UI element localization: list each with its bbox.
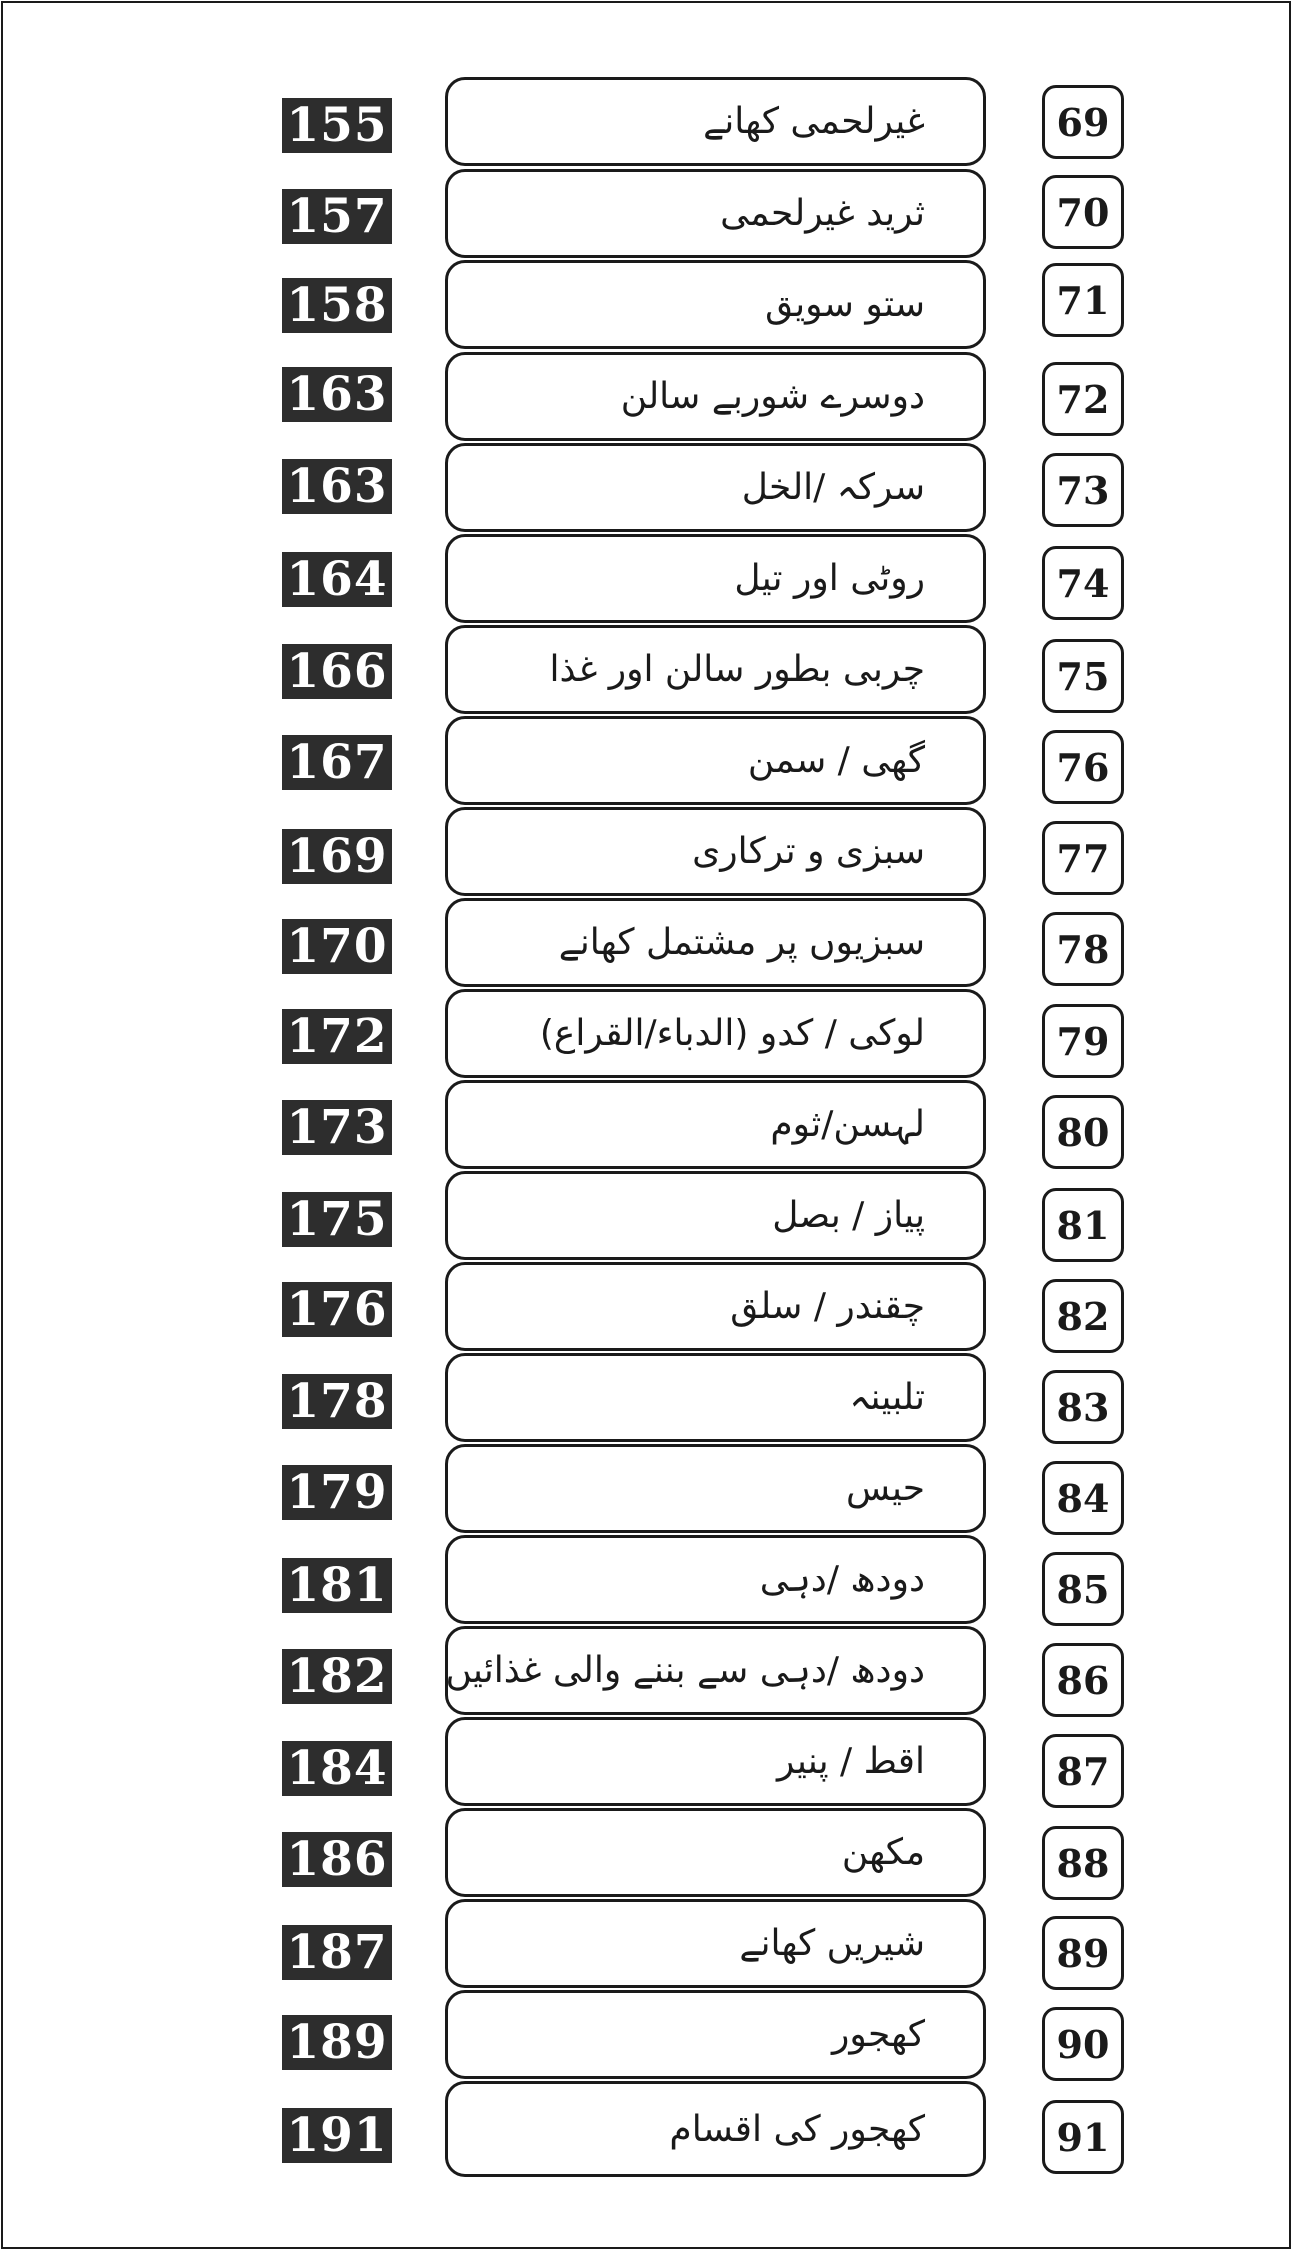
chapter-number-box: 85 [1042, 1552, 1124, 1626]
toc-row [0, 1444, 1296, 1535]
chapter-number-box: 80 [1042, 1095, 1124, 1169]
page-number-badge: 186 [282, 1832, 392, 1887]
chapter-title: لوکی / کدو (الدباء/القراع) [539, 1013, 925, 1054]
toc-row [0, 1717, 1296, 1808]
chapter-title-box [445, 716, 986, 805]
toc-row [0, 352, 1296, 443]
chapter-title: چقندر / سلق [730, 1286, 925, 1327]
page-number-badge: 163 [282, 459, 392, 514]
page-number-badge: 176 [282, 1282, 392, 1337]
page-number-badge: 181 [282, 1558, 392, 1613]
chapter-number-box: 89 [1042, 1916, 1124, 1990]
chapter-number-box: 87 [1042, 1734, 1124, 1808]
toc-row [0, 716, 1296, 807]
chapter-title: لہسن/ثوم [770, 1104, 925, 1145]
chapter-title-box [445, 1080, 986, 1169]
chapter-title: مکھن [841, 1832, 925, 1873]
chapter-number-box: 84 [1042, 1461, 1124, 1535]
chapter-number-box: 76 [1042, 730, 1124, 804]
toc-row [0, 1262, 1296, 1353]
toc-row [0, 898, 1296, 989]
chapter-number-box: 70 [1042, 175, 1124, 249]
toc-row [0, 625, 1296, 716]
page-number-badge: 182 [282, 1649, 392, 1704]
page-number-badge: 157 [282, 189, 392, 244]
chapter-title: کھجور کی اقسام [669, 2108, 925, 2150]
chapter-title: غیرلحمی کھانے [703, 101, 925, 142]
chapter-title-box [445, 260, 986, 349]
chapter-number-box: 86 [1042, 1643, 1124, 1717]
page-number-badge: 158 [282, 278, 392, 333]
page-number-badge: 178 [282, 1374, 392, 1429]
toc-row [0, 1080, 1296, 1171]
chapter-title-box [445, 352, 986, 441]
page-number-badge: 191 [282, 2108, 392, 2163]
page-number-badge: 184 [282, 1741, 392, 1796]
chapter-title-box [445, 1990, 986, 2079]
toc-row [0, 260, 1296, 351]
chapter-title: چربی بطور سالن اور غذا [549, 649, 925, 690]
toc-row [0, 443, 1296, 534]
chapter-title: اقط / پنیر [776, 1741, 925, 1782]
page-number-badge: 189 [282, 2015, 392, 2070]
chapter-number-box: 82 [1042, 1279, 1124, 1353]
page-number-badge: 166 [282, 644, 392, 699]
toc-row [0, 1171, 1296, 1262]
chapter-number-box: 73 [1042, 453, 1124, 527]
chapter-title-box [445, 1899, 986, 1988]
chapter-title-box [445, 1262, 986, 1351]
chapter-title: پیاز / بصل [772, 1195, 925, 1236]
chapter-title-box [445, 1626, 986, 1715]
chapter-title-box [445, 1353, 986, 1442]
chapter-title-box [445, 2081, 986, 2177]
page-number-badge: 170 [282, 919, 392, 974]
chapter-title: حیس [845, 1468, 925, 1509]
chapter-title-box [445, 898, 986, 987]
chapter-title-box [445, 534, 986, 623]
page-number-badge: 163 [282, 367, 392, 422]
chapter-title: دودھ /دہی [759, 1559, 925, 1600]
chapter-number-box: 79 [1042, 1004, 1124, 1078]
toc-row [0, 77, 1296, 168]
chapter-title-box [445, 1444, 986, 1533]
chapter-title: کھجور [832, 2014, 925, 2055]
toc-row [0, 1899, 1296, 1990]
chapter-title: سبزیوں پر مشتمل کھانے [558, 922, 925, 963]
chapter-number-box: 71 [1042, 263, 1124, 337]
chapter-number-box: 75 [1042, 639, 1124, 713]
page-number-badge: 179 [282, 1465, 392, 1520]
chapter-title-box [445, 169, 986, 258]
chapter-title-box [445, 77, 986, 166]
chapter-number-box: 74 [1042, 546, 1124, 620]
chapter-number-box: 81 [1042, 1188, 1124, 1262]
chapter-title-box [445, 625, 986, 714]
toc-row [0, 1808, 1296, 1899]
chapter-title: گھی / سمن [747, 740, 925, 781]
chapter-title-box [445, 807, 986, 896]
chapter-title: سرکہ /الخل [741, 467, 925, 508]
chapter-title-box [445, 443, 986, 532]
page-number-badge: 169 [282, 829, 392, 884]
page-number-badge: 167 [282, 735, 392, 790]
page-number-badge: 175 [282, 1192, 392, 1247]
chapter-number-box: 77 [1042, 821, 1124, 895]
toc-row [0, 1353, 1296, 1444]
chapter-title: شیریں کھانے [739, 1923, 925, 1964]
chapter-title: سبزی و ترکاری [692, 831, 925, 872]
page-number-badge: 187 [282, 1925, 392, 1980]
page-number-badge: 155 [282, 98, 392, 153]
page-number-badge: 172 [282, 1009, 392, 1064]
chapter-number-box: 90 [1042, 2007, 1124, 2081]
chapter-number-box: 69 [1042, 85, 1124, 159]
toc-row [0, 1626, 1296, 1717]
chapter-title-box [445, 1171, 986, 1260]
chapter-number-box: 72 [1042, 362, 1124, 436]
toc-row [0, 1990, 1296, 2081]
chapter-title: تلبینہ [849, 1377, 925, 1418]
toc-row [0, 534, 1296, 625]
chapter-title-box [445, 989, 986, 1078]
chapter-title-box [445, 1535, 986, 1624]
toc-row [0, 169, 1296, 260]
chapter-number-box: 83 [1042, 1370, 1124, 1444]
chapter-title-box [445, 1717, 986, 1806]
chapter-number-box: 78 [1042, 912, 1124, 986]
chapter-title: ثرید غیرلحمی [720, 193, 925, 234]
chapter-title: روٹی اور تیل [734, 558, 925, 599]
chapter-title: دودھ /دہی سے بننے والی غذائیں [445, 1650, 925, 1691]
toc-row [0, 807, 1296, 898]
toc-row [0, 2081, 1296, 2172]
toc-row [0, 1535, 1296, 1626]
chapter-title: دوسرے شوربے سالن [620, 376, 925, 417]
page-number-badge: 173 [282, 1100, 392, 1155]
chapter-number-box: 91 [1042, 2100, 1124, 2174]
toc-row [0, 989, 1296, 1080]
page-number-badge: 164 [282, 552, 392, 607]
chapter-number-box: 88 [1042, 1826, 1124, 1900]
chapter-title-box [445, 1808, 986, 1897]
chapter-title: ستو سویق [765, 284, 925, 325]
